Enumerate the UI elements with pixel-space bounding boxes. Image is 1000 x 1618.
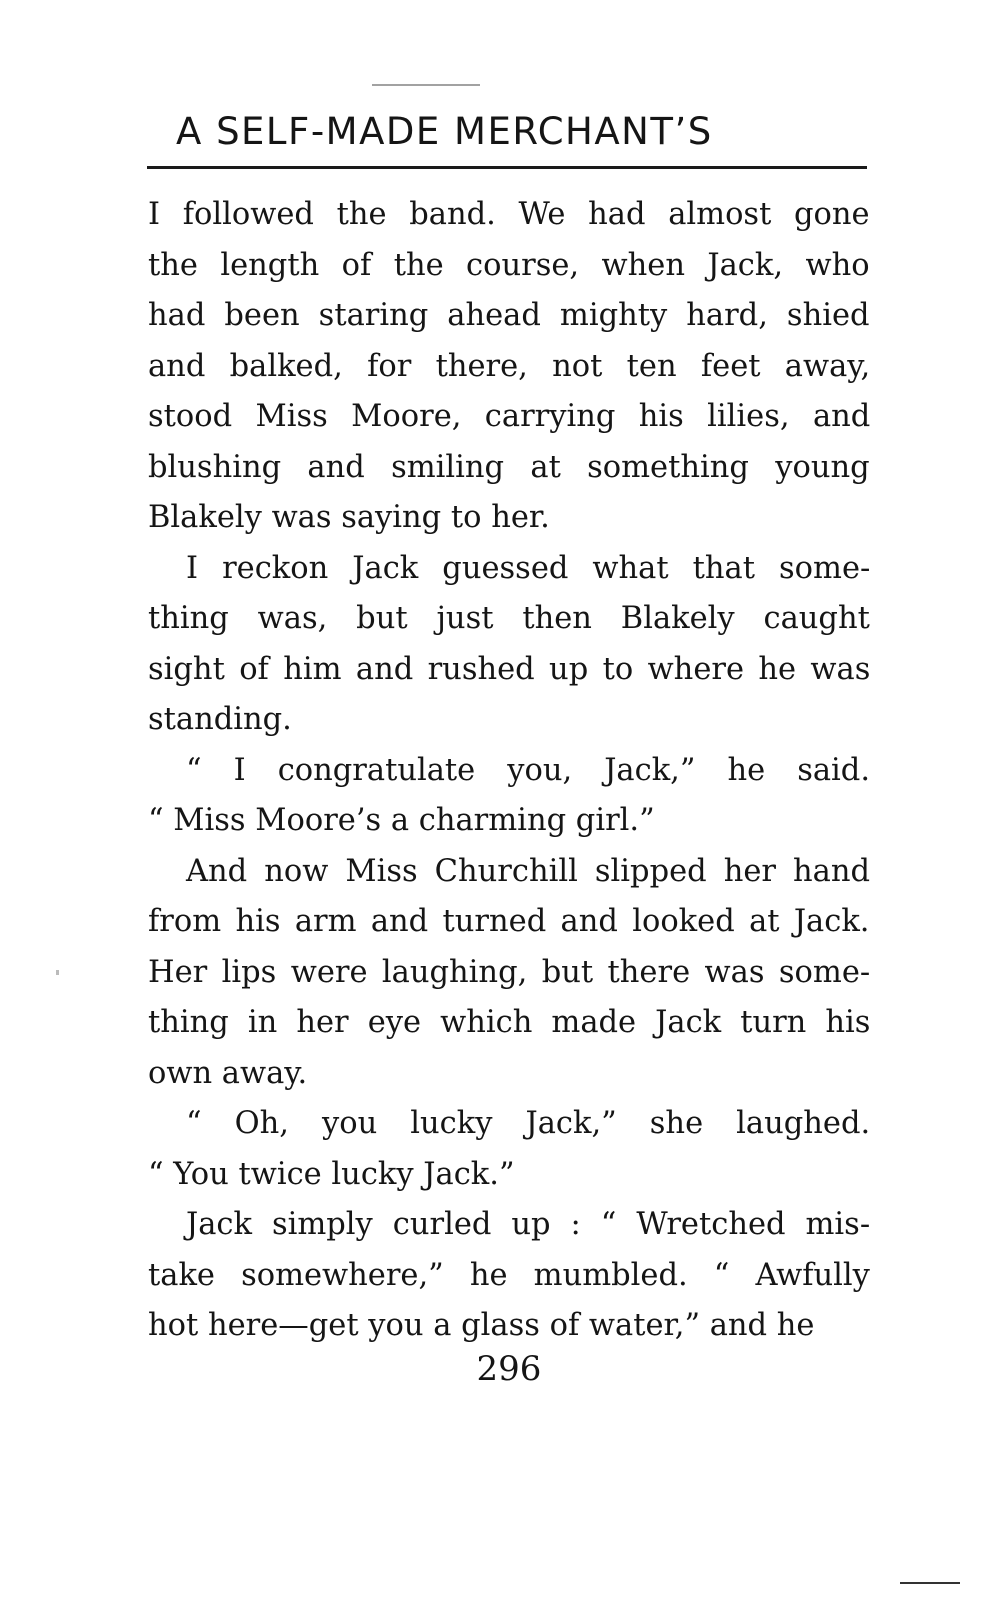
text-line: take somewhere,” he mumbled. “ Awfully xyxy=(148,1257,870,1293)
text-line: blushing and smiling at something young xyxy=(148,449,870,485)
text-line: “ Oh, you lucky Jack,” she laughed. xyxy=(186,1106,871,1141)
text-line: had been staring ahead mighty hard, shied xyxy=(148,298,870,333)
print-speck xyxy=(56,970,59,975)
text-line: I followed the band. We had almost gone xyxy=(148,197,870,232)
text-line: thing was, but just then Blakely caught xyxy=(148,601,870,636)
text-line: and balked, for there, not ten feet away, xyxy=(148,348,871,384)
page-body xyxy=(148,190,870,1352)
page-number: 296 xyxy=(476,1349,542,1389)
paragraph xyxy=(148,544,870,746)
text-line: Her lips were laughing, but there was some- xyxy=(148,954,871,990)
text-line: “ Miss Moore’s a charming girl.” xyxy=(148,803,655,838)
text-line: “ I congratulate you, Jack,” he said. xyxy=(186,752,871,788)
text-line: standing. xyxy=(148,702,292,737)
running-header: A SELF-MADE MERCHANT’S xyxy=(176,110,713,153)
paragraph xyxy=(148,847,870,1100)
paragraph xyxy=(148,1099,870,1200)
text-line: hot here—get you a glass of water,” and he xyxy=(148,1308,815,1343)
print-speck xyxy=(372,84,480,86)
text-line: “ You twice lucky Jack.” xyxy=(148,1156,515,1192)
text-line: the length of the course, when Jack, who xyxy=(148,247,870,283)
paragraph xyxy=(148,190,870,544)
text-line: stood Miss Moore, carrying his lilies, and xyxy=(148,399,871,434)
text-line: thing in her eye which made Jack turn his xyxy=(148,1005,871,1040)
text-line: And now Miss Churchill slipped her hand xyxy=(186,853,871,889)
paragraph xyxy=(148,746,870,847)
header-rule xyxy=(147,166,867,169)
text-line: sight of him and rushed up to where he was xyxy=(148,651,871,687)
text-line: Blakely was saying to her. xyxy=(148,500,550,535)
print-mark xyxy=(900,1582,960,1584)
paragraph xyxy=(148,1200,870,1352)
text-line: own away. xyxy=(148,1055,308,1091)
text-line: Jack simply curled up : “ Wretched mis- xyxy=(186,1207,871,1242)
text-line: I reckon Jack guessed what that some- xyxy=(186,550,871,586)
text-line: from his arm and turned and looked at Jack. xyxy=(148,904,870,939)
